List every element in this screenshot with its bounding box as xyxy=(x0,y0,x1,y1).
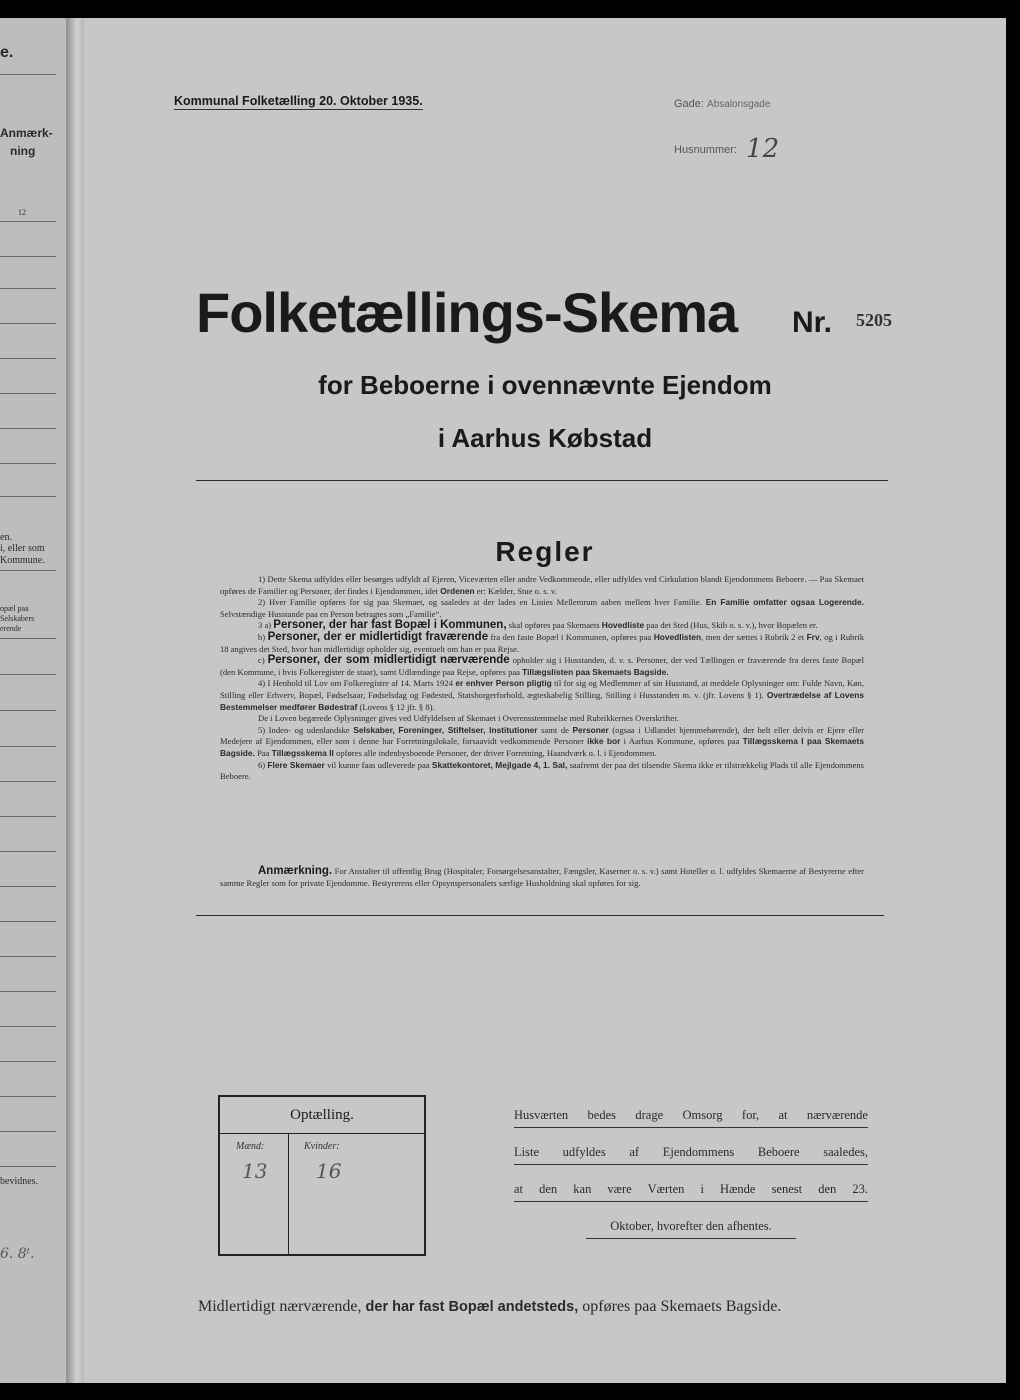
subtitle-line-1: for Beboerne i ovennævnte Ejendom xyxy=(318,370,772,400)
count-title: Optælling. xyxy=(290,1107,354,1123)
rule-2: 2) Hver Familie opføres for sig paa Skemaet, og saaledes at der lades en Linies Mellemrum aaben mellem hver Familie. En Familie omfatter ogsaa Logerende. Selvstændige Husstande paa en Person betragtes som „Familie“. xyxy=(220,597,864,619)
divider xyxy=(0,746,56,747)
divider xyxy=(0,638,56,639)
remark-label: Anmærkning. xyxy=(258,865,333,877)
divider xyxy=(0,886,56,887)
divider xyxy=(0,1061,56,1062)
divider xyxy=(0,570,56,571)
rules-heading: Regler xyxy=(495,536,595,567)
notice-line-2: Liste udfyldes af Ejendommens Beboere saaledes, xyxy=(514,1145,868,1165)
divider xyxy=(0,288,56,289)
rules-text xyxy=(220,574,864,783)
fragment-text: i, eller som xyxy=(0,543,45,554)
divider xyxy=(0,991,56,992)
house-number-label: Husnummer: xyxy=(674,144,737,156)
form-number: 5205 xyxy=(856,310,892,330)
rule-1: 1) Dette Skema udfyldes eller besørges udfyldt af Ejeren, Viceværten eller andre Vedkommende, eller udfyldes ved Cirkulation blandt Ejendommens Beboere. — Paa Skemaet opføres de Familier og Personer, der findes i Ejendommen, idet Ordenen er: Kælder, Stue o. s. v. xyxy=(220,574,864,596)
divider xyxy=(0,781,56,782)
divider xyxy=(0,463,56,464)
rule-4-cont: De i Loven begærede Oplysninger gives ved Udfyldelsen af Skemaet i Overensstemmelse med Rubrikkernes Overskrifter. xyxy=(258,713,679,724)
landlord-notice xyxy=(514,1108,868,1256)
house-number-value: 12 xyxy=(746,134,780,164)
count-box xyxy=(218,1095,426,1256)
divider xyxy=(0,710,56,711)
fragment-text: opæl paa xyxy=(0,604,29,613)
house-number-field xyxy=(674,130,780,164)
book-spine xyxy=(66,18,84,1383)
divider xyxy=(0,956,56,957)
men-count: 13 xyxy=(242,1159,268,1183)
divider xyxy=(0,674,56,675)
footer-note: Midlertidigt nærværende, der har fast Bopæl andetsteds, opføres paa Skemaets Bagside. xyxy=(198,1298,782,1315)
subtitle-line-2: i Aarhus Købstad xyxy=(437,423,653,453)
rule-3a: 3 a) Personer, der har fast Bopæl i Kommunen, skal opføres paa Skemaets Hovedliste paa det Sted (Hus, Skib o. s. v.), hvor Bopælen er. xyxy=(258,619,818,632)
census-header: Kommunal Folketælling 20. Oktober 1935. xyxy=(174,94,423,108)
divider xyxy=(0,851,56,852)
divider xyxy=(196,480,888,481)
anmaerkning-fragment-2: ning xyxy=(10,144,36,158)
fragment-text: Kommune. xyxy=(0,555,45,566)
divider xyxy=(0,816,56,817)
street-field xyxy=(674,98,770,110)
count-divider xyxy=(220,1133,424,1134)
divider xyxy=(0,358,56,359)
divider xyxy=(0,921,56,922)
fragment-text: bevidnes. xyxy=(0,1176,39,1187)
divider xyxy=(0,428,56,429)
column-number: 12 xyxy=(18,208,26,217)
anmaerkning-fragment-1: Anmærk- xyxy=(0,126,53,140)
remark-paragraph xyxy=(220,866,864,889)
count-column-divider xyxy=(288,1133,289,1256)
rule-5: 5) Inden- og udenlandske Selskaber, Foreninger, Stiftelser, Institutioner samt de Personer (ogsaa i Udlandet hjemmehørende), der helt eller delvis er Ejere eller Medejere af Ejendommen, eller som i denne har Forretningslokale, forsaavidt vedkommende Personer ikke bor i Aarhus Kommune, opføres paa Tillægsskema I paa Skemaets Bagside. Paa Tillægsskema II opføres alle indenbysboende Personer, der driver Forretning, Haandværk o. l. i Ejendommen. xyxy=(220,724,865,758)
form-title: Folketællings-Skema xyxy=(196,281,738,344)
divider xyxy=(0,1131,56,1132)
fragment-text: Selskabers xyxy=(0,614,35,623)
remark-text: For Anstalter til offentlig Brug (Hospitaler, Forsørgelsesanstalter, Fængsler, Kaserner o. s. v.) samt Hoteller o. l. udfyldes Skemaerne af Bestyrerne efter samme Regler som for private Ejendomme. Bestyrerens eller Opsynspersonalets særlige Husholdning skal opføres for sig. xyxy=(220,866,864,888)
divider xyxy=(0,1026,56,1027)
notice-line-3: at den kan være Værten i Hænde senest den 23. xyxy=(514,1182,868,1202)
fragment-text: en. xyxy=(0,532,12,543)
divider xyxy=(0,221,56,222)
divider xyxy=(0,74,56,75)
men-label: Mænd: xyxy=(236,1141,265,1152)
rule-3c: c) Personer, der som midlertidigt nærværende opholder sig i Husstanden, d. v. s. Personer, der ved Tællingen er fraværende fra deres faste Bopæl (den Kommune, i hvis Folkeregister de staar), samt Udlændinge paa Rejse, opføres paa Tillægslisten paa Skemaets Bagside. xyxy=(220,654,865,677)
rule-4: 4) I Henhold til Lov om Folkeregistre af 14. Marts 1924 er enhver Person pligtig til for sig og Medlemmer af sin Husstand, at meddele Oplysninger om: Fulde Navn, Køn, Stilling eller Erhverv, Bopæl, Fødselsaar, Fødselsdag og Fødested, Statsborgerforhold, ægteskabelig Stilling, Stilling i Husstanden m. v. (jfr. Lovens § 1). Overtrædelse af Lovens Bestemmelser medfører Bødestraf (Lovens § 12 jfr. § 8). xyxy=(220,678,864,712)
street-label: Gade: xyxy=(674,98,704,110)
fragment-text: erende xyxy=(0,624,22,633)
divider xyxy=(0,1166,56,1167)
notice-line-4: Oktober, hvorefter den afhentes. xyxy=(586,1219,796,1239)
divider xyxy=(0,256,56,257)
handwriting-fragment: 6. 8ᵗ. xyxy=(0,1246,35,1262)
rule-3b: b) Personer, der er midlertidigt fraværende fra den faste Bopæl i Kommunen, opføres paa Hovedlisten, men der sættes i Rubrik 2 et Frv, og i Rubrik 18 angives det Sted, hvor han midlertidigt opholder sig, eventuelt om han er paa Rejse. xyxy=(220,630,864,654)
rule-6: 6) Flere Skemaer vil kunne faas udleverede paa Skattekontoret, Mejlgade 4, 1. Sal, saafremt der paa det tilsendte Skema ikke er tilstrækkelig Plads til alle Ejendommens Beboere. xyxy=(220,759,864,782)
divider xyxy=(0,496,56,497)
women-count: 16 xyxy=(316,1159,342,1183)
divider xyxy=(196,915,884,916)
notice-line-1: Husværten bedes drage Omsorg for, at nærværende xyxy=(514,1108,868,1128)
census-form-page xyxy=(84,18,1006,1383)
divider xyxy=(0,393,56,394)
street-value: Absalonsgade xyxy=(707,99,771,110)
number-label: Nr. xyxy=(792,306,833,339)
divider xyxy=(0,1096,56,1097)
women-label: Kvinder: xyxy=(304,1141,340,1152)
divider xyxy=(0,323,56,324)
fragment-e: e. xyxy=(0,44,14,61)
